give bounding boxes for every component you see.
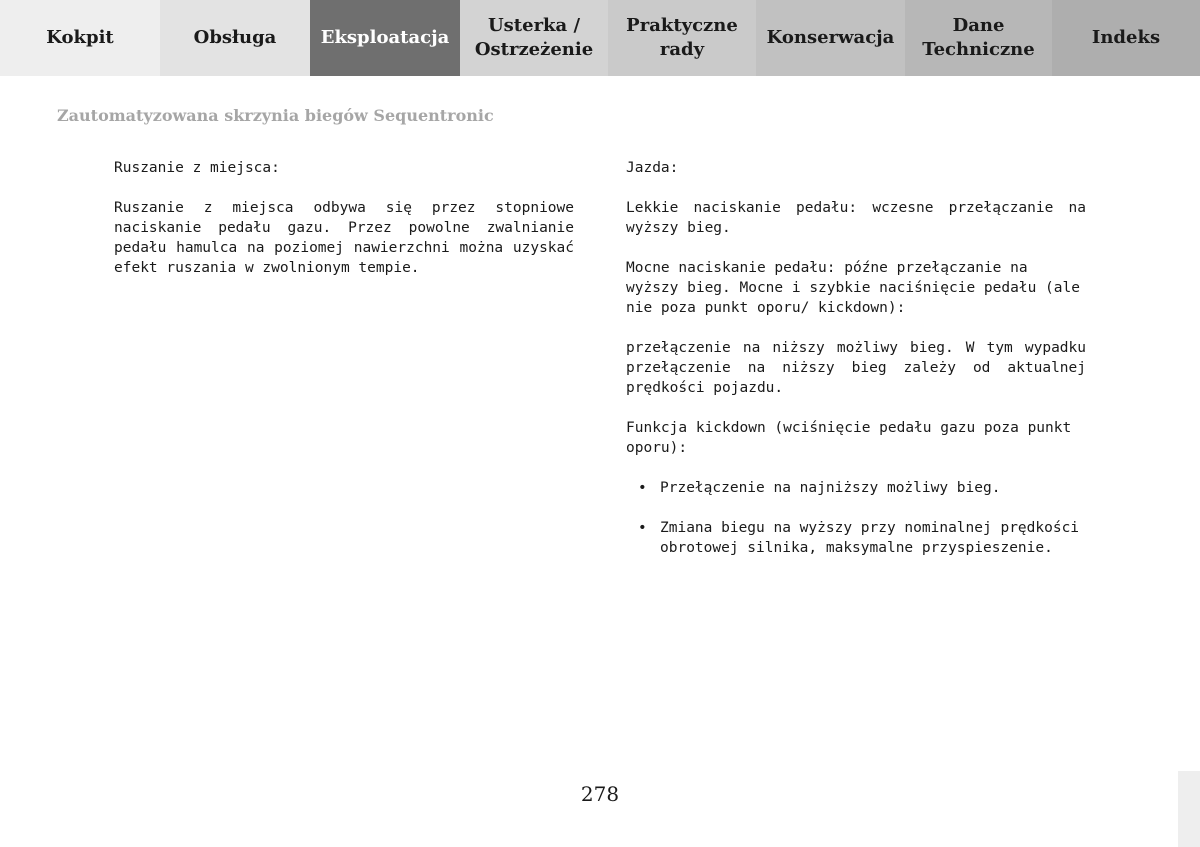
strong-pedal-paragraph: Mocne naciskanie pedału: późne przełączanie na wyższy bieg. Mocne i szybkie naciśnięcie pedału (ale nie poza punkt oporu/ kickdown):: [626, 260, 1080, 316]
bullet-icon: •: [638, 520, 647, 536]
tab-indeks[interactable]: Indeks: [1052, 0, 1200, 76]
list-item-text: Przełączenie na najniższy możliwy bieg.: [660, 480, 1001, 496]
tab-obsluga[interactable]: Obsługa: [160, 0, 310, 76]
tab-kokpit[interactable]: Kokpit: [0, 0, 160, 76]
left-column: [114, 158, 574, 278]
tab-usterka-ostrzezenie[interactable]: Usterka / Ostrzeżenie: [460, 0, 608, 76]
light-pedal-paragraph: Lekkie naciskanie pedału: wczesne przełączanie na wyższy bieg.: [626, 200, 1086, 236]
tab-konserwacja[interactable]: Konserwacja: [756, 0, 905, 76]
list-item-text: Zmiana biegu na wyższy przy nominalnej prędkości obrotowej silnika, maksymalne przyspieszenie.: [660, 520, 1080, 556]
tab-dane-techniczne[interactable]: Dane Techniczne: [905, 0, 1052, 76]
list-item: [626, 478, 1086, 498]
downshift-paragraph: przełączenie na niższy możliwy bieg. W tym wypadku przełączenie na niższy bieg zależy od aktualnej prędkości pojazdu.: [626, 340, 1086, 396]
kickdown-list: [626, 478, 1086, 558]
section-title: Zautomatyzowana skrzynia biegów Sequentronic: [57, 106, 494, 125]
chapter-tabs: [0, 0, 1200, 76]
edge-thumb-tab: [1178, 771, 1200, 847]
kickdown-paragraph: Funkcja kickdown (wciśnięcie pedału gazu poza punkt oporu):: [626, 420, 1072, 456]
page-number: 278: [580, 782, 620, 806]
starting-paragraph: Ruszanie z miejsca odbywa się przez stopniowe naciskanie pedału gazu. Przez powolne zwalnianie pedału hamulca na poziomej nawierzchni można uzyskać efekt ruszania w zwolnionym tempie.: [114, 200, 574, 276]
right-column: [626, 158, 1086, 578]
bullet-icon: •: [638, 480, 647, 496]
tab-eksploatacja[interactable]: Eksploatacja: [310, 0, 460, 76]
driving-heading: Jazda:: [626, 160, 679, 176]
list-item: [626, 518, 1086, 558]
starting-heading: Ruszanie z miejsca:: [114, 160, 280, 176]
tab-praktyczne-rady[interactable]: Praktyczne rady: [608, 0, 756, 76]
